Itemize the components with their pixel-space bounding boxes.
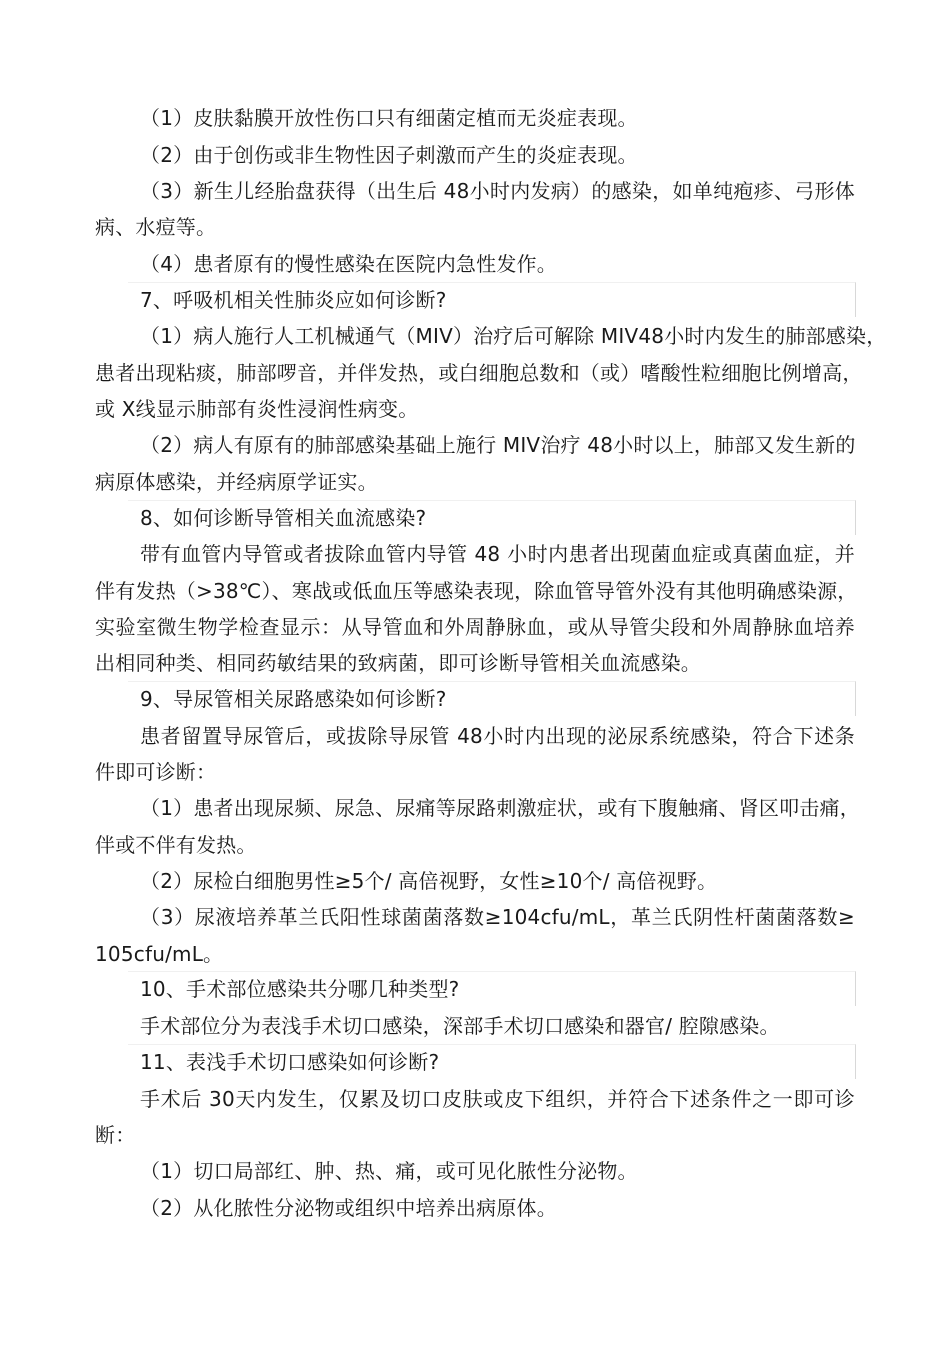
- list-item: （3）尿液培养革兰氏阳性球菌菌落数≥104cfu/mL，革兰氏阴性杆菌菌落数≥: [140, 905, 855, 929]
- paragraph-line: 或 X线显示肺部有炎性浸润性病变。: [95, 397, 419, 421]
- paragraph-line: 105cfu/mL。: [95, 942, 224, 966]
- paragraph-line: 患者出现粘痰，肺部啰音，并伴发热，或白细胞总数和（或）嗜酸性粒细胞比例增高，: [95, 361, 863, 385]
- paragraph-line: 实验室微生物学检查显示：从导管血和外周静脉血，或从导管尖段和外周静脉血培养: [95, 615, 855, 639]
- paragraph-line: 手术后 30天内发生，仅累及切口皮肤或皮下组织，并符合下述条件之一即可诊: [140, 1087, 855, 1111]
- section-heading: 7、呼吸机相关性肺炎应如何诊断?: [140, 288, 447, 312]
- list-item: （1）病人施行人工机械通气（MIV）治疗后可解除 MIV48小时内发生的肺部感染，: [140, 324, 887, 348]
- list-item: （2）尿检白细胞男性≥5个/ 高倍视野，女性≥10个/ 高倍视野。: [140, 869, 718, 893]
- list-item: （2）病人有原有的肺部感染基础上施行 MIV治疗 48小时以上，肺部又发生新的: [140, 433, 856, 457]
- list-item: （1）皮肤黏膜开放性伤口只有细菌定植而无炎症表现。: [140, 106, 638, 130]
- paragraph-line: 出相同种类、相同药敏结果的致病菌，即可诊断导管相关血流感染。: [95, 651, 701, 675]
- list-item: （2）由于创伤或非生物性因子刺激而产生的炎症表现。: [140, 143, 638, 167]
- list-item: （3）新生儿经胎盘获得（出生后 48小时内发病）的感染，如单纯疱疹、弓形体: [140, 179, 855, 203]
- paragraph-line: 带有血管内导管或者拔除血管内导管 48 小时内患者出现菌血症或真菌血症，并: [140, 542, 855, 566]
- paragraph-line: 伴有发热（>38℃）、寒战或低血压等感染表现，除血管导管外没有其他明确感染源，: [95, 579, 858, 603]
- section-heading: 11、表浅手术切口感染如何诊断?: [140, 1050, 440, 1074]
- paragraph-line: 件即可诊断：: [95, 760, 217, 784]
- paragraph-line: 病原体感染，并经病原学证实。: [95, 470, 378, 494]
- paragraph-line: 患者留置导尿管后，或拔除导尿管 48小时内出现的泌尿系统感染，符合下述条: [140, 724, 855, 748]
- paragraph-line: 断：: [95, 1123, 136, 1147]
- paragraph-line: 手术部位分为表浅手术切口感染，深部手术切口感染和器官/ 腔隙感染。: [140, 1014, 780, 1038]
- section-heading: 8、如何诊断导管相关血流感染?: [140, 506, 427, 530]
- list-item: （4）患者原有的慢性感染在医院内急性发作。: [140, 252, 557, 276]
- section-heading: 10、手术部位感染共分哪几种类型?: [140, 977, 460, 1001]
- list-item: （1）患者出现尿频、尿急、尿痛等尿路刺激症状，或有下腹触痛、肾区叩击痛，: [140, 796, 860, 820]
- paragraph-line: 病、水痘等。: [95, 215, 217, 239]
- paragraph-line: 伴或不伴有发热。: [95, 833, 257, 857]
- list-item: （1）切口局部红、肿、热、痛，或可见化脓性分泌物。: [140, 1159, 638, 1183]
- list-item: （2）从化脓性分泌物或组织中培养出病原体。: [140, 1196, 557, 1220]
- section-heading: 9、导尿管相关尿路感染如何诊断?: [140, 687, 447, 711]
